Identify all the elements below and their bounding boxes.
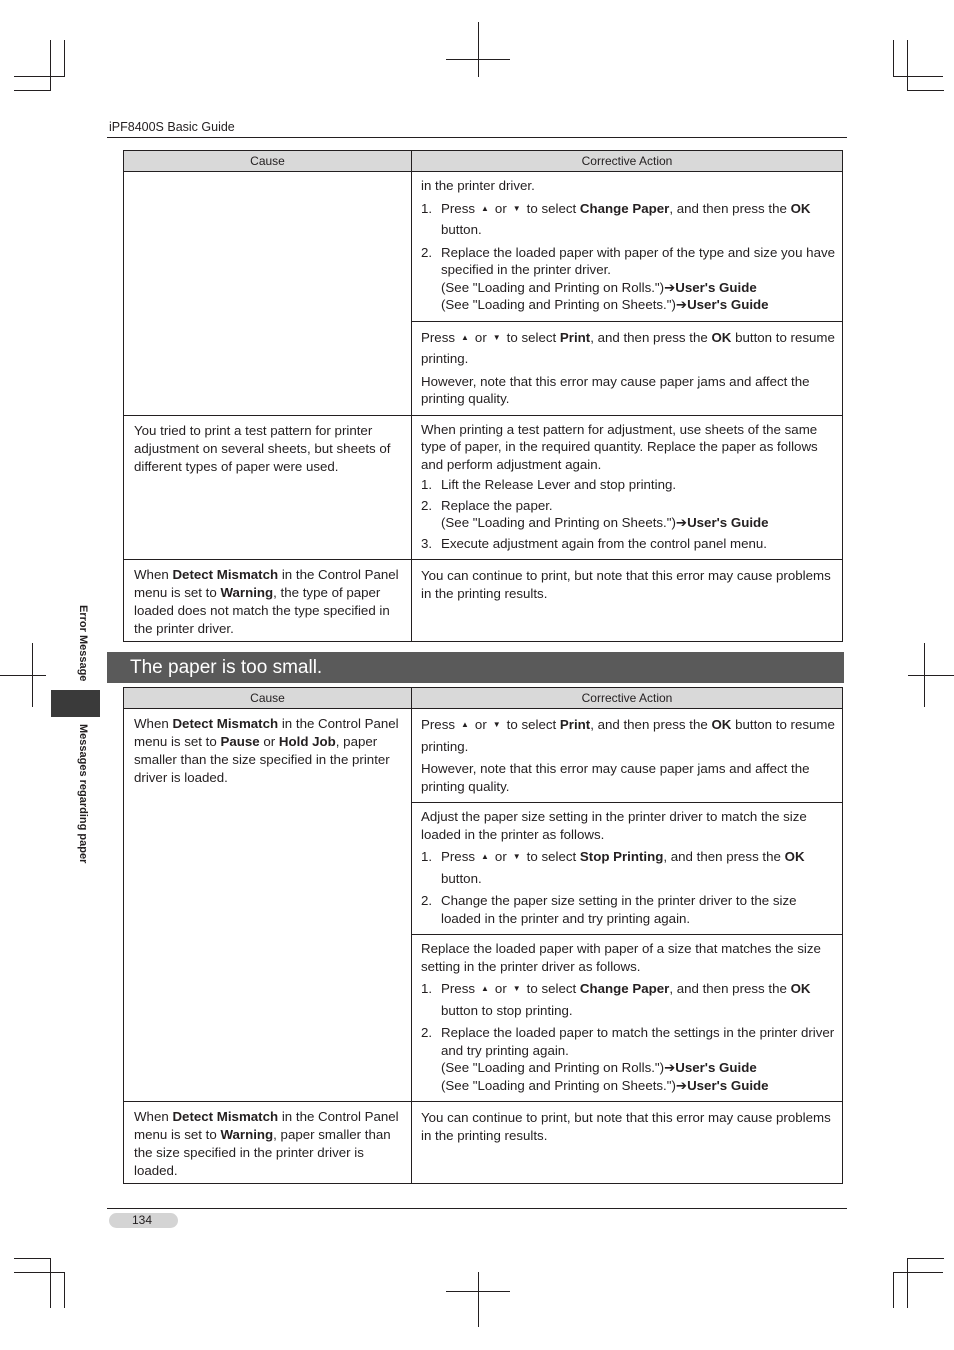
action-block — [412, 802, 842, 934]
list-item: 2. Replace the loaded paper with paper of the type and size you have specified in the printer driver. (See "Loading and Printing on Rolls.")➔User's Guide (See "Loading and Printing on Sheets.")➔User's Guide — [421, 244, 836, 312]
action-cell — [412, 709, 843, 1102]
action-text: You can continue to print, but note that this error may cause problems in the printing results. — [421, 1110, 831, 1143]
error-table-paper-size — [123, 687, 843, 1184]
cause-cell: When Detect Mismatch in the Control Panel menu is set to Pause or Hold Job, paper smaller than the size specified in the printer driver is loaded. — [124, 709, 412, 1102]
list-item: 3. Execute adjustment again from the control panel menu. — [421, 535, 767, 551]
column-header-cause: Cause — [124, 151, 412, 172]
action-intro: Adjust the paper size setting in the printer driver to match the size loaded in the printer as follows. — [421, 809, 807, 842]
list-item: 1. Press ▲ or ▼ to select Stop Printing, and then press the OK button. — [421, 849, 805, 886]
cause-cell: When Detect Mismatch in the Control Panel menu is set to Warning, the type of paper loaded does not match the type specified in the printer driver. — [124, 560, 412, 642]
users-guide-link[interactable]: User's Guide — [687, 515, 769, 530]
up-arrow-icon: ▲ — [481, 203, 489, 213]
page-number: 134 — [109, 1213, 178, 1228]
error-table-paper-type — [123, 150, 843, 642]
action-block — [412, 934, 842, 1101]
action-block — [412, 172, 842, 321]
section-heading-bar — [107, 652, 844, 683]
action-text: You can continue to print, but note that this error may cause problems in the printing results. — [421, 568, 831, 601]
sidebar-section-label: Messages regarding paper — [77, 724, 89, 864]
down-arrow-icon: ▼ — [512, 852, 521, 861]
users-guide-link[interactable]: User's Guide — [675, 1060, 757, 1075]
action-block — [412, 321, 842, 415]
action-cell — [412, 1102, 843, 1184]
document-title: iPF8400S Basic Guide — [109, 120, 235, 134]
reference-arrow-icon: ➔ — [675, 297, 688, 312]
column-header-cause: Cause — [124, 688, 412, 709]
header-divider — [107, 137, 847, 138]
column-header-action: Corrective Action — [412, 151, 843, 172]
cause-cell — [124, 172, 412, 416]
table-row — [124, 560, 843, 642]
down-arrow-icon: ▼ — [512, 984, 521, 993]
action-block — [412, 416, 842, 560]
reference-arrow-icon: ➔ — [675, 1077, 688, 1093]
list-item: 1. Lift the Release Lever and stop printing. — [421, 477, 677, 492]
action-note: However, note that this error may cause paper jams and affect the printing quality. — [421, 761, 810, 794]
list-item: 2. Replace the paper. (See "Loading and Printing on Sheets.")➔User's Guide — [421, 497, 769, 530]
action-intro: Replace the loaded paper with paper of a size that matches the size setting in the printer driver as follows. — [421, 941, 821, 974]
action-text: Press ▲ or ▼ to select Print, and then press the OK button to resume printing. — [421, 329, 835, 366]
cause-cell: When Detect Mismatch in the Control Panel menu is set to Warning, paper smaller than the size specified in the printer driver is loaded. — [124, 1102, 412, 1184]
reference-arrow-icon: ➔ — [675, 515, 688, 530]
list-item: 2. Replace the loaded paper to match the settings in the printer driver and try printing again. (See "Loading and Printing on Rolls.")➔User's Guide (See "Loading and Printing on Sheets.")➔User's Guide — [421, 1025, 835, 1093]
sidebar-chapter-label: Error Message — [77, 605, 89, 682]
action-intro: in the printer driver. — [421, 178, 535, 193]
users-guide-link[interactable]: User's Guide — [687, 297, 769, 312]
table-row — [124, 172, 843, 416]
action-note: However, note that this error may cause paper jams and affect the printing quality. — [421, 373, 810, 406]
table-row — [124, 415, 843, 560]
sidebar-tab-marker — [51, 690, 100, 717]
column-header-action: Corrective Action — [412, 688, 843, 709]
cause-cell: You tried to print a test pattern for printer adjustment on several sheets, but sheets of different types of paper were used. — [124, 415, 412, 560]
list-item: 1. Press ▲ or ▼ to select Change Paper, and then press the OK button. — [421, 200, 811, 237]
footer-divider — [107, 1208, 847, 1209]
action-cell — [412, 415, 843, 560]
down-arrow-icon: ▼ — [492, 720, 501, 729]
up-arrow-icon: ▲ — [461, 332, 469, 342]
action-cell — [412, 172, 843, 416]
action-cell — [412, 560, 843, 642]
reference-arrow-icon: ➔ — [664, 1060, 676, 1075]
table-row — [124, 709, 843, 1102]
up-arrow-icon: ▲ — [481, 852, 489, 861]
users-guide-link[interactable]: User's Guide — [687, 1077, 769, 1093]
section-title: The paper is too small. — [130, 657, 323, 678]
reference-arrow-icon: ➔ — [664, 279, 676, 295]
action-intro: When printing a test pattern for adjustment, use sheets of the same type of paper, in the required quantity. Replace the paper as follows and perform adjustment again. — [421, 421, 818, 472]
action-block — [412, 709, 842, 802]
down-arrow-icon: ▼ — [512, 203, 521, 213]
action-text: Press ▲ or ▼ to select Print, and then press the OK button to resume printing. — [421, 717, 835, 754]
table-row — [124, 1102, 843, 1184]
up-arrow-icon: ▲ — [481, 984, 489, 993]
up-arrow-icon: ▲ — [461, 720, 469, 729]
users-guide-link[interactable]: User's Guide — [675, 279, 757, 295]
down-arrow-icon: ▼ — [492, 332, 501, 342]
list-item: 2. Change the paper size setting in the printer driver to the size loaded in the printer and try printing again. — [421, 893, 797, 926]
list-item: 1. Press ▲ or ▼ to select Change Paper, and then press the OK button to stop printing. — [421, 981, 811, 1018]
